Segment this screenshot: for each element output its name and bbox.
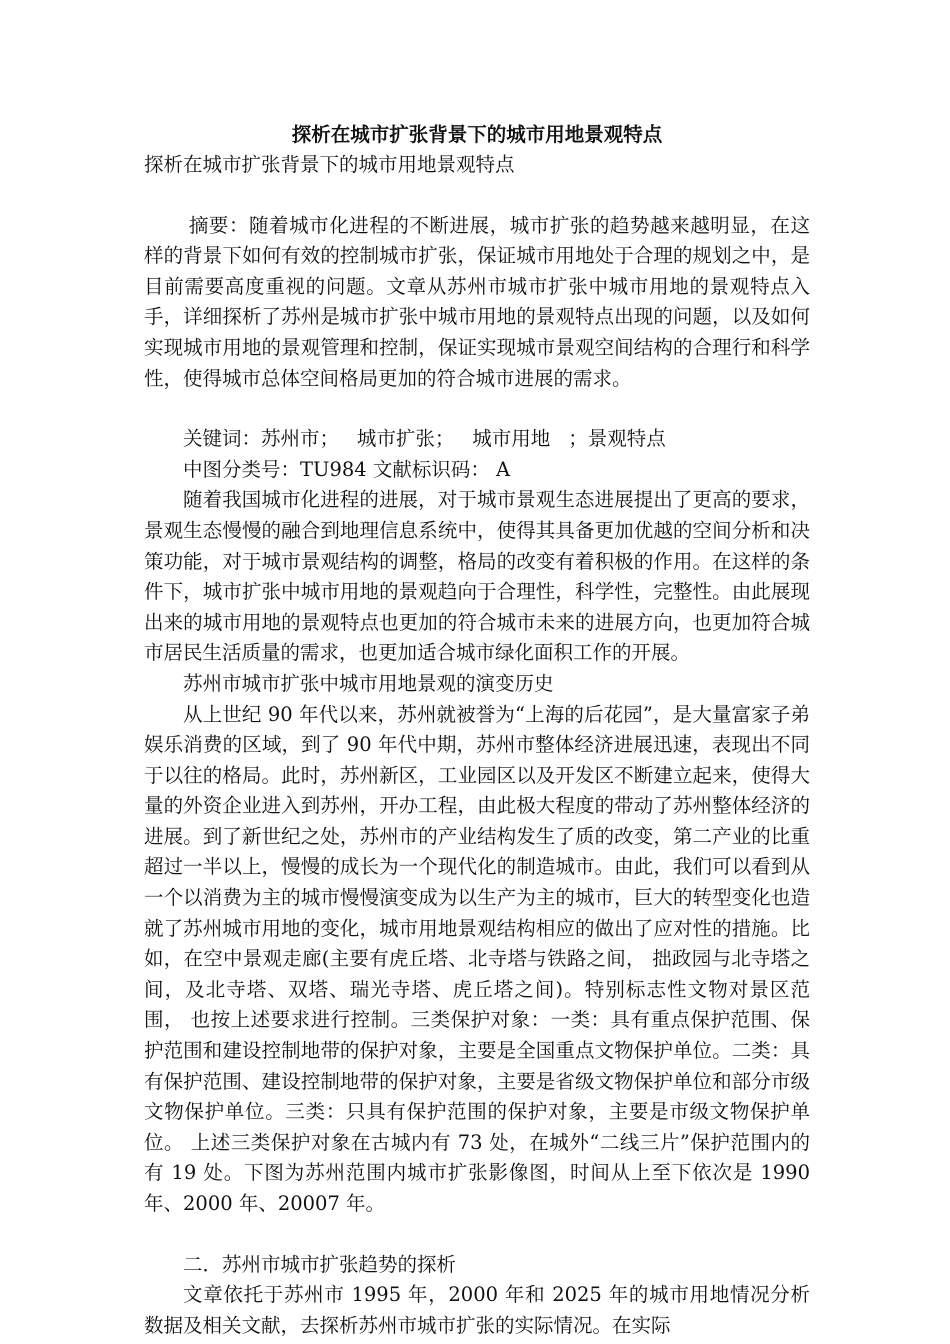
body-paragraph-1: 随着我国城市化进程的进展，对于城市景观生态进展提出了更高的要求，景观生态慢慢的融合到地理信息系统中，使得其具备更加优越的空间分析和决策功能，对于城市景观结构的调整，格局的改变有着积极的作用。在这样的条件下，城市扩张中城市用地的景观趋向于合理性，科学性，完整性。由此展现出来的城市用地的景观特点也更加的符合城市未来的进展方向，也更加符合城市居民生活质量的需求，也更加适合城市绿化面积工作的开展。 — [144, 488, 810, 665]
section-heading-2: 二．苏州市城市扩张趋势的探析 — [183, 1252, 457, 1276]
body-paragraph-2: 从上世纪 90 年代以来，苏州就被誉为“上海的后花园”，是大量富家子弟娱乐消费的区域，到了 90 年代中期，苏州市整体经济进展迅速，表现出不同于以往的格局。此时，苏州新区，工业园区以及开发区不断建立起来，使得大量的外资企业进入到苏州，开办工程，由此极大程度的带动了苏州整体经济的进展。到了新世纪之处，苏州市的产业结构发生了质的改变，第二产业的比重超过一半以上，慢慢的成长为一个现代化的制造城市。由此，我们可以看到从一个以消费为主的城市慢慢演变成为以生产为主的城市，巨大的转型变化也造就了苏州城市用地的变化，城市用地景观结构相应的做出了应对性的措施。比如，在空中景观走廊(主要有虎丘塔、北寺塔与铁路之间， 拙政园与北寺塔之间，及北寺塔、双塔、瑞光寺塔、虎丘塔之间)。特别标志性文物对景区范围， 也按上述要求进行控制。三类保护对象：一类：具有重点保护范围、保护范围和建设控制地带的保护对象，主要是全国重点文物保护单位。二类：具有保护范围、建设控制地带的保护对象，主要是省级文物保护单位和部分市级文物保护单位。三类：只具有保护范围的保护对象，主要是市级文物保护单位。 上述三类保护对象在古城内有 73 处，在城外“二线三片”保护范围内的有 19 处。下图为苏州范围内城市扩张影像图，时间从上至下依次是 1990 年、2000 年、20007 年。 — [144, 702, 810, 1215]
section-heading-1: 苏州市城市扩张中城市用地景观的演变历史 — [183, 671, 554, 695]
abstract-paragraph: 摘要：随着城市化进程的不断进展，城市扩张的趋势越来越明显，在这样的背景下如何有效的控制城市扩张，保证城市用地处于合理的规划之中，是目前需要高度重视的问题。文章从苏州市城市扩张中城市用地的景观特点入手，详细探析了苏州是城市扩张中城市用地的景观特点出现的问题，以及如何实现城市用地的景观管理和控制，保证实现城市景观空间结构的合理行和科学性，使得城市总体空间格局更加的符合城市进展的需求。 — [144, 213, 810, 390]
spacer — [144, 181, 810, 211]
spacer — [144, 394, 810, 424]
spacer — [144, 1220, 810, 1250]
document-title: 探析在城市扩张背景下的城市用地景观特点 — [291, 123, 663, 146]
document-page — [144, 120, 810, 1341]
document-subtitle: 探析在城市扩张背景下的城市用地景观特点 — [144, 153, 515, 176]
classification-line: 中图分类号：TU984 文献标识码： A — [183, 457, 511, 481]
body-paragraph-3: 文章依托于苏州市 1995 年，2000 年和 2025 年的城市用地情况分析数据及相关文献，去探析苏州市城市扩张的实际情况。在实际 — [144, 1283, 810, 1337]
keywords-line: 关键词：苏州市； 城市扩张； 城市用地 ；景观特点 — [183, 427, 666, 451]
